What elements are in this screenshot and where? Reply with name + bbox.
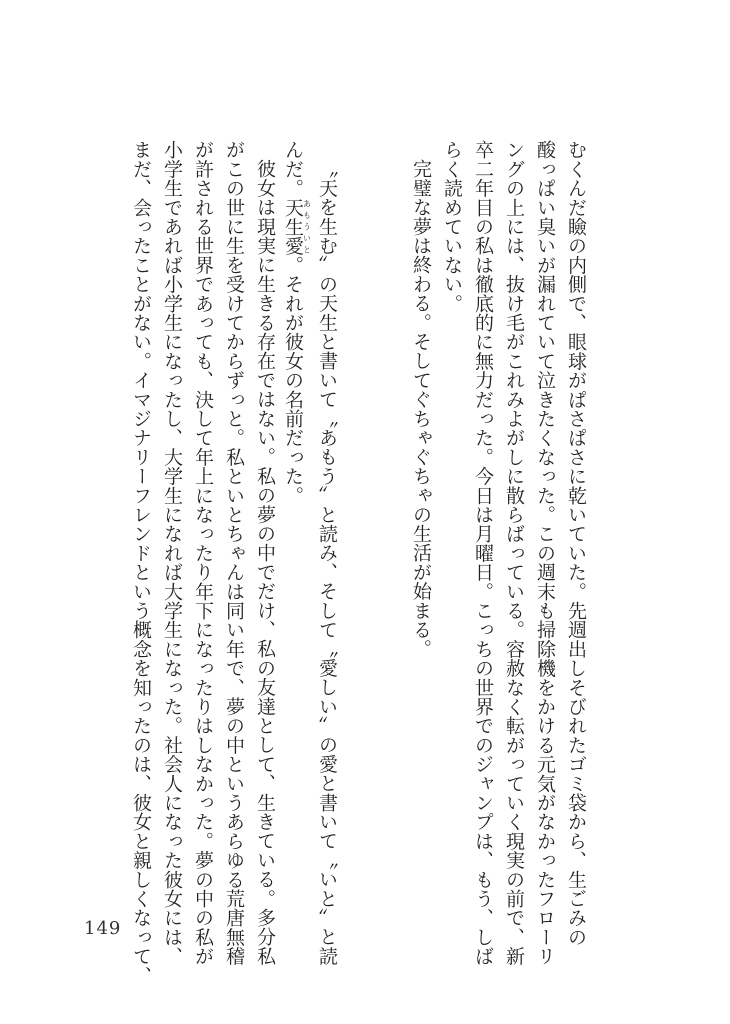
text-column: むくんだ瞼の内側で、眼球がぱさぱさに乾いていた。先週出しそびれたゴミ袋から、生ごみの xyxy=(565,140,587,947)
text-column: 彼女は現実に生きる存在ではない。私の夢の中でだけ、私の友達として、生きている。多分私 xyxy=(254,159,276,966)
text-column: 〝天を生む〟の天生と書いて〝あもう〟と読み、そして〝愛しい〟の愛と書いて〝いと〟と読 xyxy=(316,159,338,966)
text-column: 小学生であれば小学生になったし、大学生になれば大学生になった。社会人になった彼女には、 xyxy=(161,140,183,966)
text-column: 卒二年目の私は徹底的に無力だった。今日は月曜日。こっちの世界でのジャンプは、もう、しば xyxy=(472,140,494,966)
ruby-base: 天生愛 xyxy=(282,197,304,256)
page-number: 149 xyxy=(84,918,122,939)
ruby-text: あもういと xyxy=(302,197,312,256)
name-with-furigana xyxy=(282,197,312,256)
text-column: ングの上には、抜け毛がこれみよがしに散らばっている。容赦なく転がっていく現実の前で、新 xyxy=(503,140,525,966)
text-column xyxy=(281,140,311,910)
text-column: 酸っぱい臭いが漏れていて泣きたくなった。この週末も掃除機をかける元気がなかったフローリ xyxy=(534,140,556,966)
text-column: 完璧な夢は終わる。そしてぐちゃぐちゃの生活が始まる。 xyxy=(410,159,432,659)
text-column: がこの世に生を受けてからずっと。私といとちゃんは同い年で、夢の中というあらゆる荒唐無稽 xyxy=(223,140,245,966)
text-fragment: んだ。 xyxy=(282,140,304,198)
text-column: まだ、会ったことがない。イマジナリーフレンドという概念を知ったのは、彼女と親しくなって、 xyxy=(130,140,152,985)
text-fragment: 。それが彼女の名前だった。 xyxy=(282,255,304,505)
text-column: らく読めていない。 xyxy=(441,140,463,313)
text-column: が許される世界であっても、決して年上になったり年下になったりはしなかった。夢の中の私が xyxy=(192,140,214,966)
